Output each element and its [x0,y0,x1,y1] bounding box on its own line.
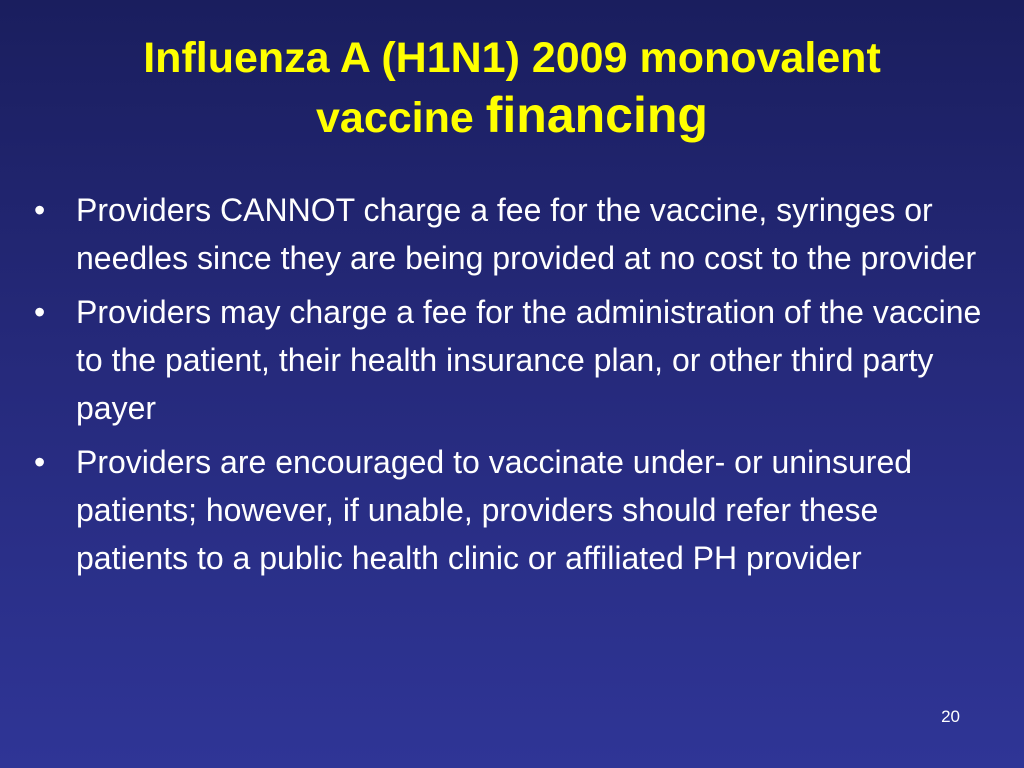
bullet-item [30,288,990,432]
bullet-item [30,186,990,282]
bullet-text: Providers are encouraged to vaccinate under- or uninsured patients; however, if unable, providers should refer these patients to a public health clinic or affiliated PH provider [76,444,913,576]
slide-title [0,30,1024,147]
title-line-2-start: vaccine [316,94,486,142]
bullet-text: Providers CANNOT charge a fee for the vaccine, syringes or needles since they are being provided at no cost to the provider [76,192,977,276]
bullet-text: Providers may charge a fee for the administration of the vaccine to the patient, their health insurance plan, or other third party payer [76,294,982,426]
title-line-1: Influenza A (H1N1) 2009 monovalent [143,34,881,82]
bullet-list [30,186,990,588]
slide-number: 20 [941,707,960,726]
title-line-2-emphasis: financing [485,87,708,143]
bullet-point-icon: • [34,444,46,480]
bullet-point-icon: • [34,294,46,330]
bullet-point-icon: • [34,192,46,228]
bullet-item [30,438,990,582]
